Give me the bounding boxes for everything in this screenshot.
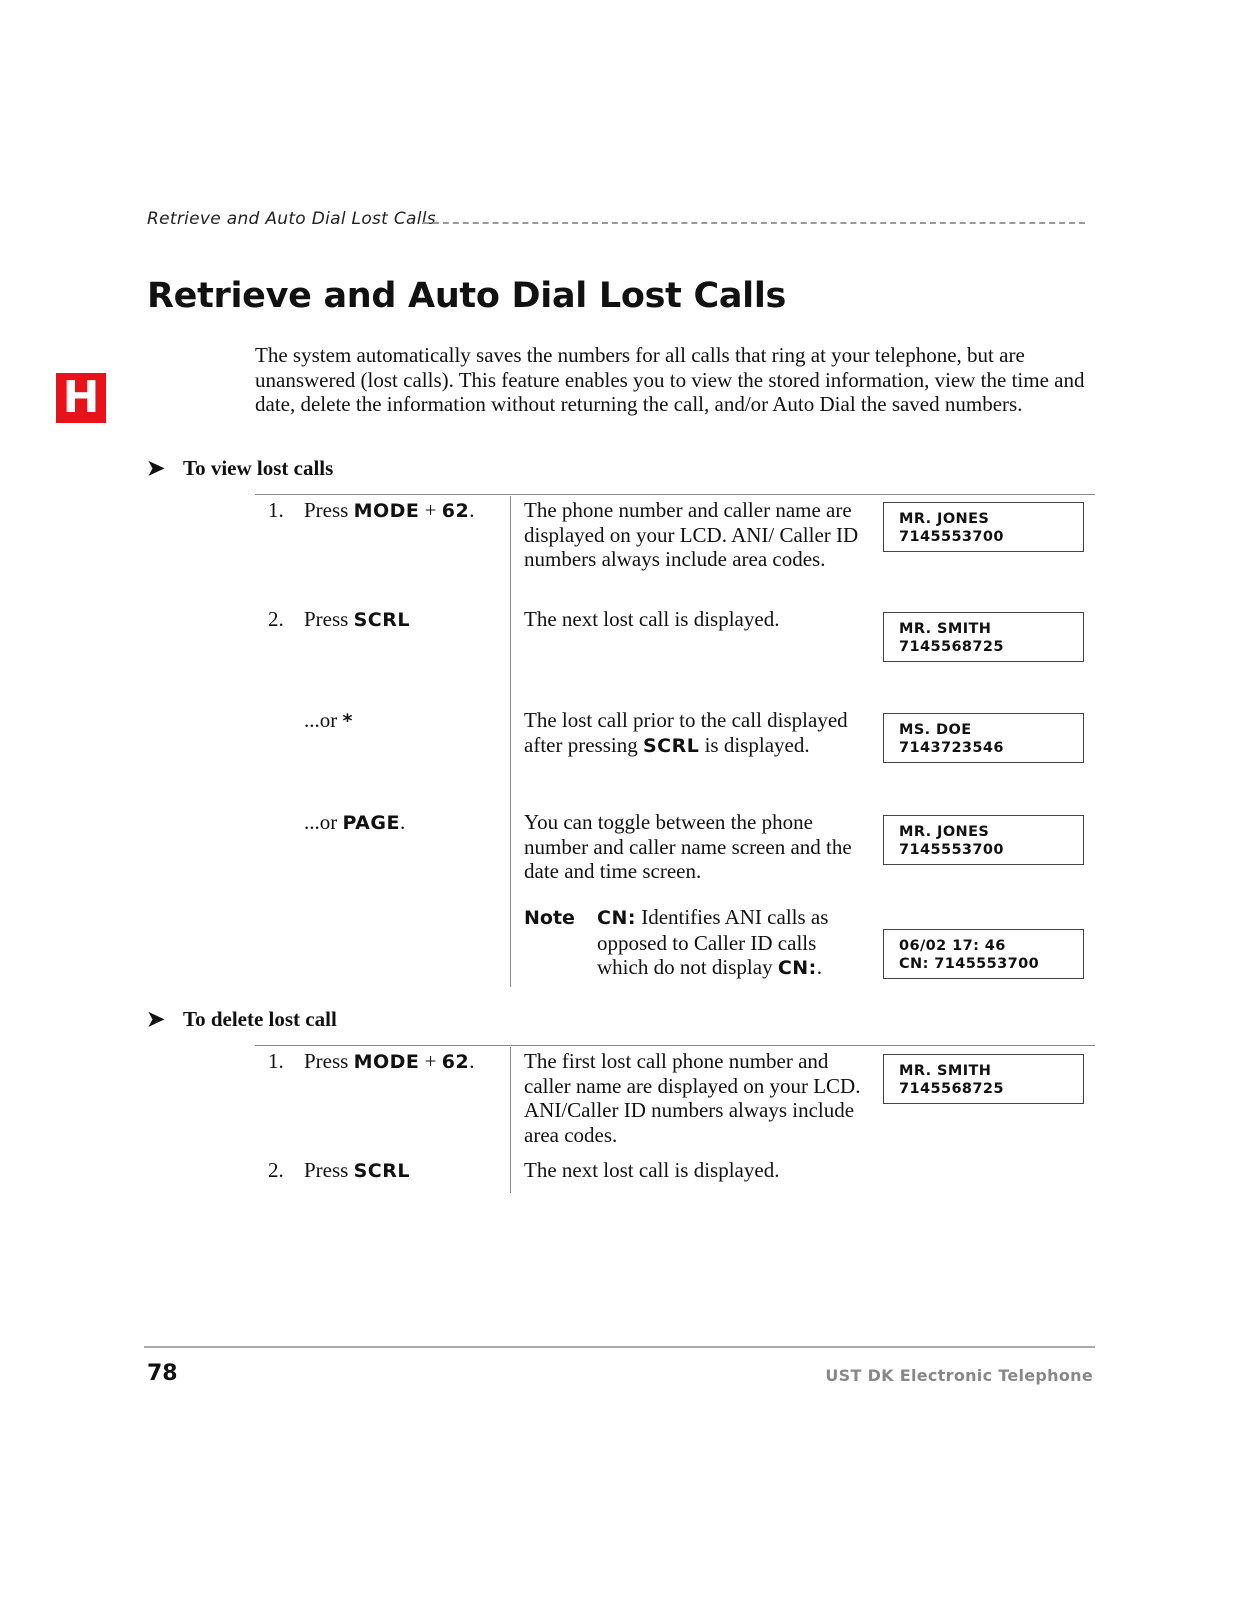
section-heading-delete: [147, 1007, 337, 1032]
section-heading-delete-text: To delete lost call: [183, 1007, 337, 1031]
view-step1-instruction: Press MODE + 62.: [304, 498, 475, 522]
intro-paragraph: The system automatically saves the numbers for all calls that ring at your telephone, but are unanswered (lost calls). This feature enables you to view the stored information, view the time and date, delete the information without returning the call, and/or Auto Dial the saved numbers.: [255, 343, 1085, 416]
section-heading-view: [147, 456, 333, 481]
page-title: Retrieve and Auto Dial Lost Calls: [147, 276, 787, 316]
footer-product-name: UST DK Electronic Telephone: [825, 1366, 1093, 1385]
header-dashed-rule: [423, 222, 1085, 224]
view-step2-description: The next lost call is displayed.: [524, 607, 780, 631]
section-h-letter: H: [62, 372, 100, 423]
delete-table-top-rule: [255, 1045, 1095, 1046]
mode-key: MODE: [353, 1051, 420, 1073]
scrl-key: SCRL: [353, 609, 410, 631]
delete-step1-description: The first lost call phone number and caller name are displayed on your LCD. ANI/Caller ID numbers always include area codes.: [524, 1049, 861, 1147]
view-step1-number: 1.: [268, 498, 284, 522]
lcd-display: MS. DOE 7143723546: [883, 713, 1084, 763]
arrow-right-icon: ➤: [147, 1007, 165, 1031]
lcd-display: MR. JONES 7145553700: [883, 815, 1084, 865]
delete-step1-number: 1.: [268, 1049, 284, 1073]
view-step1-description: The phone number and caller name are displayed on your LCD. ANI/ Caller ID numbers always include area codes.: [524, 498, 859, 571]
section-h-tab-icon: [56, 373, 106, 423]
footer-rule: [144, 1346, 1095, 1348]
star-key: *: [342, 710, 353, 732]
cn-key: CN:: [597, 907, 636, 929]
page-key: PAGE: [342, 812, 400, 834]
view-or-star-instruction: ...or *: [304, 708, 353, 732]
view-step2-number: 2.: [268, 607, 284, 631]
key-62: 62: [441, 500, 470, 522]
view-table-top-rule: [255, 494, 1095, 495]
running-head: Retrieve and Auto Dial Lost Calls: [147, 209, 436, 229]
cn-key: CN:: [777, 957, 817, 979]
lcd-display: 06/02 17: 46 CN: 7145553700: [883, 929, 1084, 979]
lcd-display: MR. JONES 7145553700: [883, 502, 1084, 552]
lcd-display: MR. SMITH 7145568725: [883, 612, 1084, 662]
lcd-display: MR. SMITH 7145568725: [883, 1054, 1084, 1104]
delete-table-column-rule: [510, 1047, 511, 1193]
view-or-star-description: The lost call prior to the call displayed after pressing SCRL is displayed.: [524, 708, 848, 757]
arrow-right-icon: ➤: [147, 456, 165, 480]
mode-key: MODE: [353, 500, 420, 522]
delete-step2-number: 2.: [268, 1158, 284, 1182]
view-table-column-rule: [510, 496, 511, 987]
view-step2-instruction: Press SCRL: [304, 607, 410, 631]
note-label: Note: [524, 907, 575, 929]
view-or-page-description: You can toggle between the phone number and caller name screen and the date and time screen.: [524, 810, 852, 883]
scrl-key: SCRL: [642, 734, 700, 757]
key-62: 62: [441, 1051, 470, 1073]
view-or-page-instruction: ...or PAGE.: [304, 810, 406, 834]
page-number: 78: [147, 1361, 178, 1386]
note-text: CN: Identifies ANI calls as opposed to Caller ID calls which do not display CN:.: [597, 905, 829, 979]
section-heading-view-text: To view lost calls: [183, 456, 334, 480]
delete-step2-instruction: Press SCRL: [304, 1158, 410, 1182]
delete-step2-description: The next lost call is displayed.: [524, 1158, 780, 1182]
scrl-key: SCRL: [353, 1160, 410, 1182]
delete-step1-instruction: Press MODE + 62.: [304, 1049, 475, 1073]
